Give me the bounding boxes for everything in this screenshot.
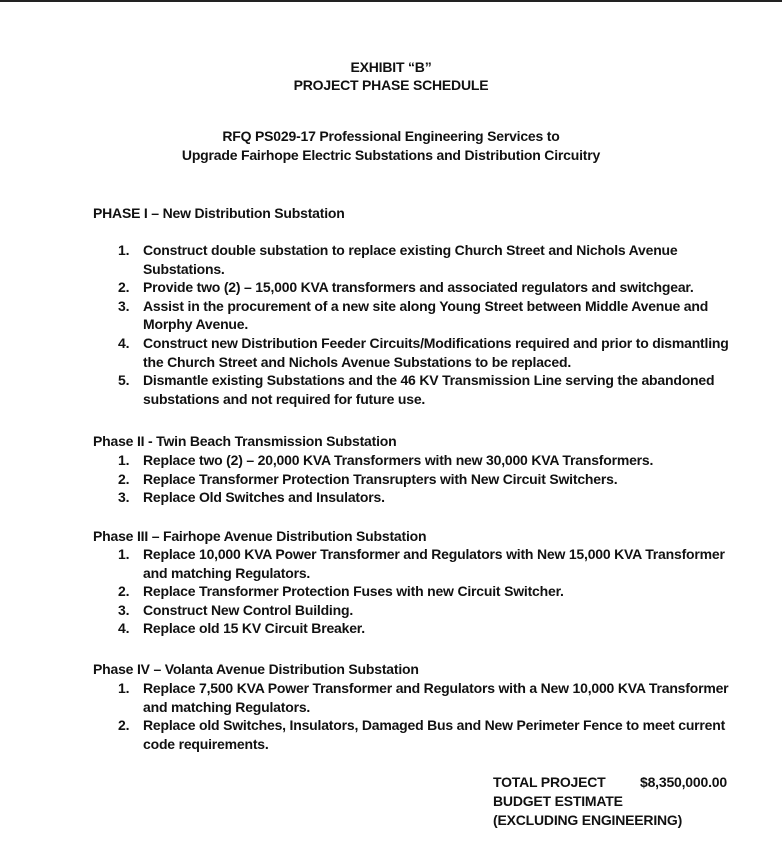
item-text: Construct New Control Building.: [143, 601, 354, 618]
phase-2-heading: Phase II - Twin Beach Transmission Substation: [93, 433, 397, 449]
item-number: 1.: [118, 242, 130, 258]
total-amount: $8,350,000.00: [640, 774, 727, 790]
item-number: 1.: [118, 546, 130, 562]
item-text: Replace Transformer Protection Fuses with new Circuit Switcher.: [143, 583, 564, 600]
item-text: Construct double substation to replace existing Church Street and Nichols Avenue Substations.: [143, 242, 678, 277]
item-number: 3.: [118, 601, 130, 618]
item-number: 3.: [118, 489, 130, 506]
total-label-line-2: BUDGET ESTIMATE: [493, 793, 623, 809]
list-item: [118, 297, 743, 334]
list-item: [118, 601, 743, 620]
phase-4-list: [118, 679, 743, 753]
exhibit-label: EXHIBIT “B”: [350, 59, 432, 75]
item-text: Replace 10,000 KVA Power Transformer and Regulators with New 15,000 KVA Transformer and matching Regulators.: [143, 546, 725, 581]
item-text: Replace Old Switches and Insulators.: [143, 489, 385, 506]
item-number: 2.: [118, 717, 130, 734]
list-item: [118, 619, 743, 638]
list-item: [118, 451, 743, 470]
list-item: [118, 545, 743, 582]
item-text: Replace old Switches, Insulators, Damaged Bus and New Perimeter Fence to meet current code requirements.: [143, 717, 726, 752]
phase-1-list: [118, 241, 743, 408]
item-number: 2.: [118, 583, 130, 600]
list-item: [118, 716, 743, 753]
list-item: [118, 371, 743, 408]
item-number: 4.: [118, 334, 130, 351]
phase-1-heading: PHASE I – New Distribution Substation: [93, 205, 345, 221]
list-item: [118, 241, 743, 278]
item-text: Replace two (2) – 20,000 KVA Transformers with new 30,000 KVA Transformers.: [143, 452, 654, 468]
phase-4-heading: Phase IV – Volanta Avenue Distribution Substation: [93, 661, 419, 677]
phase-3-list: [118, 545, 743, 638]
item-text: Dismantle existing Substations and the 46 KV Transmission Line serving the abandoned substations and not required for future use.: [143, 372, 715, 407]
item-number: 2.: [118, 279, 130, 296]
item-number: 1.: [118, 680, 130, 696]
item-text: Replace Transformer Protection Transrupters with New Circuit Switchers.: [143, 470, 618, 487]
phase-3-heading: Phase III – Fairhope Avenue Distribution Substation: [93, 528, 427, 544]
item-text: Replace 7,500 KVA Power Transformer and Regulators with a New 10,000 KVA Transformer and matching Regulators.: [143, 680, 729, 715]
phase-2-list: [118, 451, 743, 507]
item-text: Construct new Distribution Feeder Circuits/Modifications required and prior to dismantling the Church Street and Nichols Avenue Substations to be replaced.: [143, 334, 729, 370]
total-budget-block: [493, 773, 727, 830]
rfq-title-line-2: Upgrade Fairhope Electric Substations and Distribution Circuitry: [181, 147, 601, 163]
list-item: [118, 334, 743, 371]
list-item: [118, 582, 743, 601]
item-text: Provide two (2) – 15,000 KVA transformers and associated regulators and switchgear.: [143, 279, 694, 296]
list-item: [118, 679, 743, 716]
item-number: 4.: [118, 620, 130, 637]
rfq-title-line-1: RFQ PS029-17 Professional Engineering Services to: [222, 128, 560, 144]
item-number: 1.: [118, 452, 130, 468]
total-label-line-1: TOTAL PROJECT: [493, 774, 606, 790]
item-text: Assist in the procurement of a new site along Young Street between Middle Avenue and Morphy Avenue.: [143, 297, 709, 333]
document-title: PROJECT PHASE SCHEDULE: [293, 77, 489, 93]
item-number: 2.: [118, 470, 130, 487]
item-number: 3.: [118, 297, 130, 314]
item-text: Replace old 15 KV Circuit Breaker.: [143, 620, 365, 637]
list-item: [118, 470, 743, 489]
list-item: [118, 488, 743, 507]
total-label-line-3: (EXCLUDING ENGINEERING): [493, 812, 683, 828]
list-item: [118, 278, 743, 297]
item-number: 5.: [118, 372, 130, 389]
